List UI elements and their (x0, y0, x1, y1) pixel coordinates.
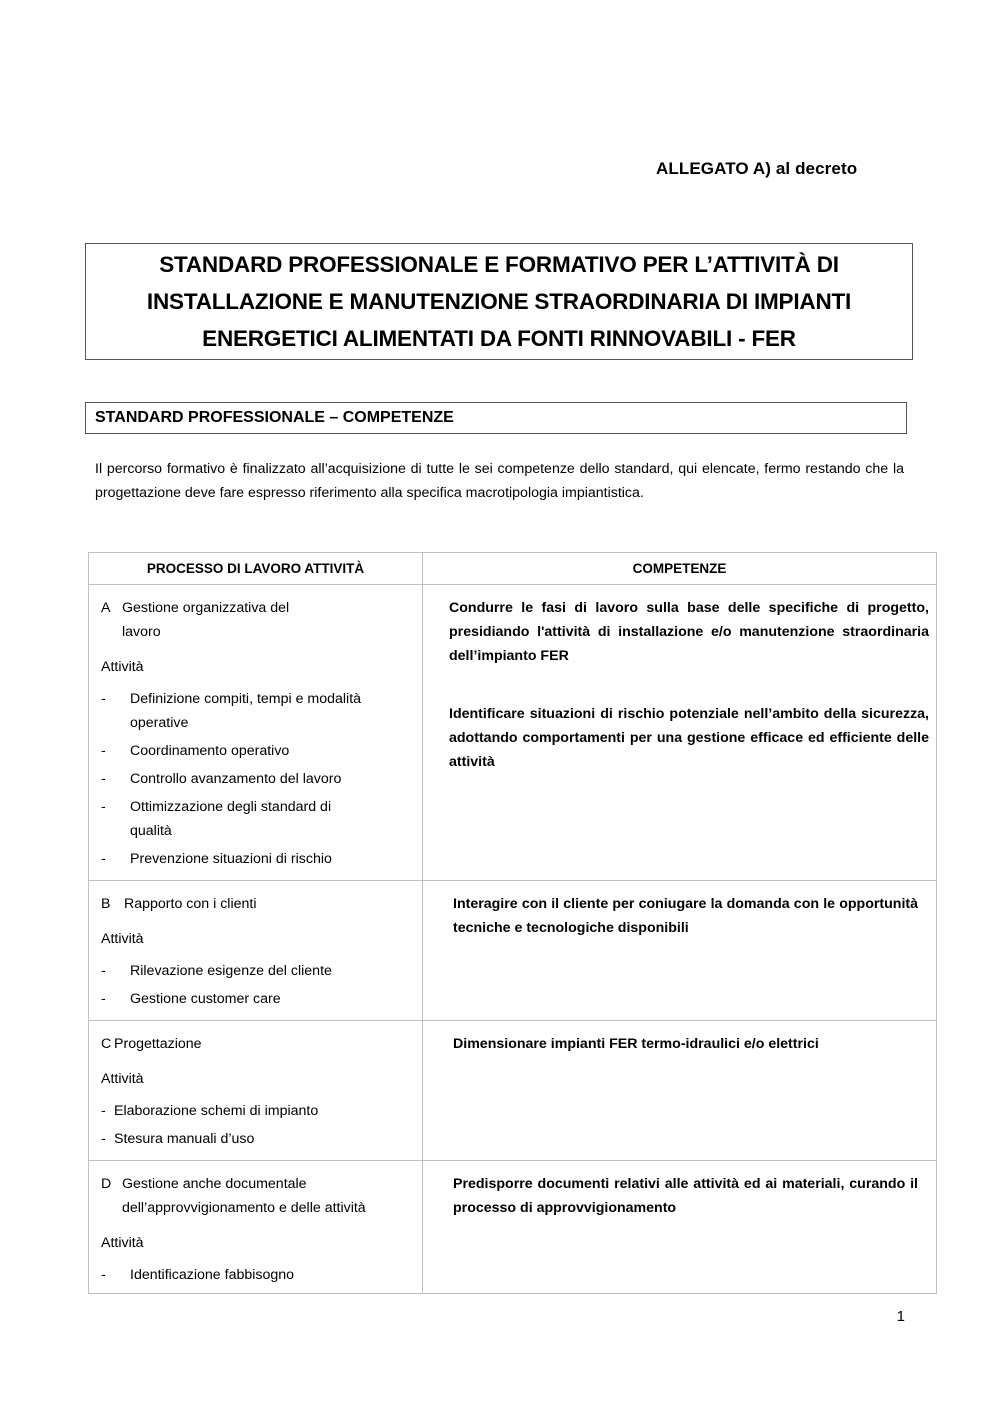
competence-table (88, 552, 937, 1294)
competence-cell (423, 1021, 937, 1161)
document-title-box (85, 243, 913, 360)
document-title-line: INSTALLAZIONE E MANUTENZIONE STRAORDINARIA DI IMPIANTI (146, 289, 852, 314)
process-cell (89, 1021, 423, 1161)
list-item: - Ottimizzazione degli standard di qualità (101, 799, 332, 839)
table-row (89, 1161, 937, 1294)
process-letter: D (101, 1176, 112, 1192)
table-row (89, 1021, 937, 1161)
activity-list (101, 1099, 414, 1151)
activity-label: Attività (101, 659, 144, 675)
annex-label: ALLEGATO A) al decreto (656, 159, 858, 178)
process-name: Progettazione (114, 1036, 202, 1052)
list-item: - Controllo avanzamento del lavoro (101, 771, 342, 787)
competence-cell (423, 585, 937, 881)
process-title (101, 1032, 414, 1056)
process-letter: A (101, 600, 111, 616)
activity-list (101, 959, 414, 1011)
list-item: - Elaborazione schemi di impianto (101, 1103, 319, 1119)
table-header-row (89, 553, 937, 585)
document-title-line: STANDARD PROFESSIONALE E FORMATIVO PER L’ATTIVITÀ DI (159, 252, 839, 277)
process-title (101, 892, 414, 916)
process-title (101, 1172, 414, 1220)
table-row (89, 585, 937, 881)
competence-cell (423, 1161, 937, 1294)
document-title-line: ENERGETICI ALIMENTATI DA FONTI RINNOVABILI - FER (202, 326, 796, 351)
process-cell (89, 881, 423, 1021)
process-title (101, 596, 414, 644)
competence-text: Predisporre documenti relativi alle attività ed ai materiali, curando il processo di approvvigionamento (453, 1176, 918, 1216)
header-process: PROCESSO DI LAVORO ATTIVITÀ (89, 553, 423, 585)
activity-label: Attività (101, 931, 144, 947)
list-item: - Prevenzione situazioni di rischio (101, 851, 332, 867)
list-item: - Stesura manuali d’uso (101, 1131, 255, 1147)
competence-text: Dimensionare impianti FER termo-idraulici e/o elettrici (453, 1036, 819, 1052)
activity-list (101, 687, 414, 871)
process-cell (89, 1161, 423, 1294)
table-row (89, 881, 937, 1021)
header-competences: COMPETENZE (423, 553, 937, 585)
process-name: Rapporto con i clienti (124, 896, 257, 912)
list-item: - Definizione compiti, tempi e modalità operative (101, 691, 362, 731)
competence-cell (423, 881, 937, 1021)
competence-text: Condurre le fasi di lavoro sulla base delle specifiche di progetto, presidiando l'attività di installazione e/o manutenzione straordinaria dell’impianto FER (449, 600, 929, 664)
list-item: - Identificazione fabbisogno (101, 1267, 295, 1283)
process-letter: C (101, 1036, 112, 1052)
page-number: 1 (896, 1308, 905, 1325)
list-item: - Rilevazione esigenze del cliente (101, 963, 332, 979)
competence-text: Identificare situazioni di rischio potenziale nell’ambito della sicurezza, adottando comportamenti per una gestione efficace ed efficiente delle attività (449, 706, 929, 770)
list-item: - Coordinamento operativo (101, 743, 290, 759)
activity-label: Attività (101, 1071, 144, 1087)
section-heading: STANDARD PROFESSIONALE – COMPETENZE (85, 402, 907, 434)
activity-label: Attività (101, 1235, 144, 1251)
activity-list (101, 1263, 414, 1287)
process-name: Gestione anche documentale dell’approvvigionamento e delle attività (122, 1176, 366, 1216)
intro-paragraph: Il percorso formativo è finalizzato all’acquisizione di tutte le sei competenze dello standard, qui elencate, fermo restando che la progettazione deve fare espresso riferimento alla specifica macrotipologia impiantistica. (95, 461, 904, 501)
process-cell (89, 585, 423, 881)
process-letter: B (101, 896, 111, 912)
process-name: Gestione organizzativa del lavoro (122, 600, 290, 640)
list-item: - Gestione customer care (101, 991, 281, 1007)
competence-text: Interagire con il cliente per coniugare la domanda con le opportunità tecniche e tecnologiche disponibili (453, 896, 918, 936)
